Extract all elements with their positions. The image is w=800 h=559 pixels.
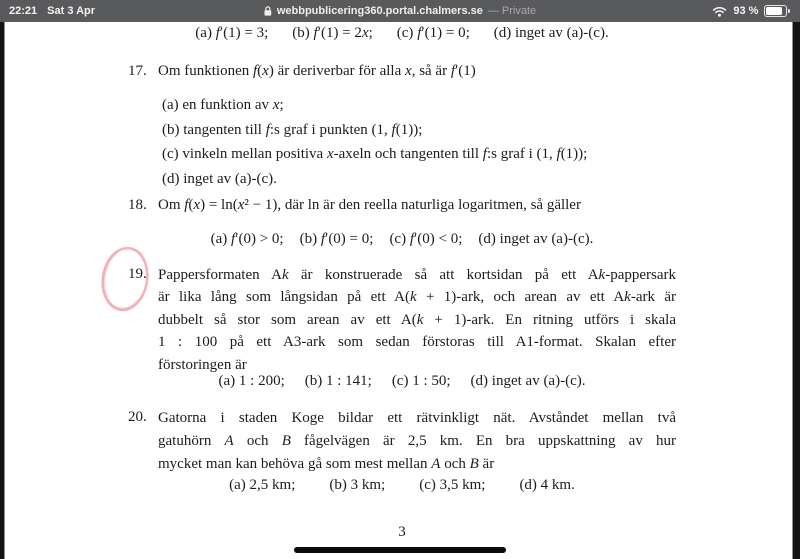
page-number: 3 [398, 524, 406, 540]
question-text [158, 407, 676, 476]
pdf-page[interactable] [5, 22, 792, 559]
option-item: (a) 2,5 km; [229, 477, 296, 493]
question-17-options [162, 93, 710, 191]
option-item: (d) inget av (a)-(c). [470, 373, 586, 389]
option-item: (b) f′(1) = 2x; [292, 25, 373, 41]
paragraph-line: gatuhörn A och B fågelvägen är 2,5 km. En bra uppskattning av hur [158, 433, 676, 449]
question-18-options-row [128, 229, 676, 249]
option-item: (a) f′(1) = 3; [195, 25, 269, 41]
option-item: (a) f′(0) > 0; [210, 231, 284, 247]
url-label[interactable]: webbpublicering360.portal.chalmers.se [276, 5, 483, 17]
question-text: Om f(x) = ln(x² − 1), där ln är den reella naturliga logaritmen, så gäller [158, 197, 581, 213]
battery-percent-label: 93 % [733, 5, 759, 17]
question-19 [128, 264, 676, 376]
viewer-right-edge [792, 22, 800, 559]
question-16-options-row [128, 23, 676, 43]
question-number: 19. [128, 266, 147, 282]
address-bar[interactable] [264, 0, 536, 22]
question-20 [128, 407, 676, 476]
option-item: (b) f′(0) = 0; [299, 231, 374, 247]
question-text: Om funktionen f(x) är deriverbar för alla x, så är f′(1) [158, 63, 476, 79]
option-item: (b) tangenten till f:s graf i punkten (1, f(1)); [162, 121, 423, 138]
option-item: (b) 3 km; [329, 477, 386, 493]
paragraph-line: förstoringen är [158, 356, 247, 373]
lock-icon [264, 6, 272, 16]
home-indicator[interactable] [294, 547, 506, 553]
question-18-heading [128, 195, 676, 215]
battery-icon [764, 5, 790, 17]
option-item: (c) vinkeln mellan positiva x-axeln och tangenten till f:s graf i (1, f(1)); [162, 146, 588, 162]
status-right [712, 0, 790, 22]
option-item: (d) inget av (a)-(c). [478, 231, 594, 247]
option-item: (d) 4 km. [519, 477, 575, 493]
date-label: Sat 3 Apr [47, 5, 96, 17]
question-number: 20. [128, 409, 147, 425]
paragraph-line: Pappersformaten Ak är konstruerade så att kortsidan på ett Ak-pappersark [158, 267, 677, 283]
option-item: (c) 3,5 km; [419, 477, 486, 493]
option-item: (a) en funktion av x; [162, 97, 284, 113]
option-item: (d) inget av (a)-(c). [162, 170, 277, 187]
question-number: 18. [128, 197, 147, 213]
option-item: (b) 1 : 141; [304, 373, 372, 389]
viewer-left-edge [0, 22, 5, 559]
option-item: (a) 1 : 200; [218, 373, 285, 389]
paragraph-line: Gatorna i staden Koge bildar ett rätvinkligt nät. Avståndet mellan två [158, 410, 676, 426]
clock-label: 22:21 [9, 5, 38, 17]
status-left [9, 0, 95, 22]
question-20-options-row [128, 475, 676, 495]
paragraph-line: 1 : 100 på ett A3-ark som sedan förstoras till A1-format. Skalan efter [158, 334, 676, 351]
question-17-heading [128, 61, 676, 81]
option-item: (c) f′(1) = 0; [396, 25, 470, 41]
status-bar [0, 0, 800, 22]
option-item: (c) f′(0) < 0; [389, 231, 463, 247]
question-19-options-row [128, 371, 676, 391]
option-item: (d) inget av (a)-(c). [493, 25, 609, 41]
question-text [158, 264, 676, 376]
paragraph-line: är lika lång som långsidan på ett A(k + 1)-ark, och arean av ett Ak-ark är [158, 289, 676, 306]
paragraph-line: dubbelt så stor som arean av ett A(k + 1)-ark. En ritning utförs i skala [158, 311, 676, 328]
wifi-icon [712, 6, 727, 17]
question-number: 17. [128, 63, 147, 79]
option-item: (c) 1 : 50; [391, 373, 451, 389]
paragraph-line: mycket man kan behöva gå som mest mellan A och B är [158, 456, 495, 472]
private-browsing-label: — Private [487, 5, 537, 17]
